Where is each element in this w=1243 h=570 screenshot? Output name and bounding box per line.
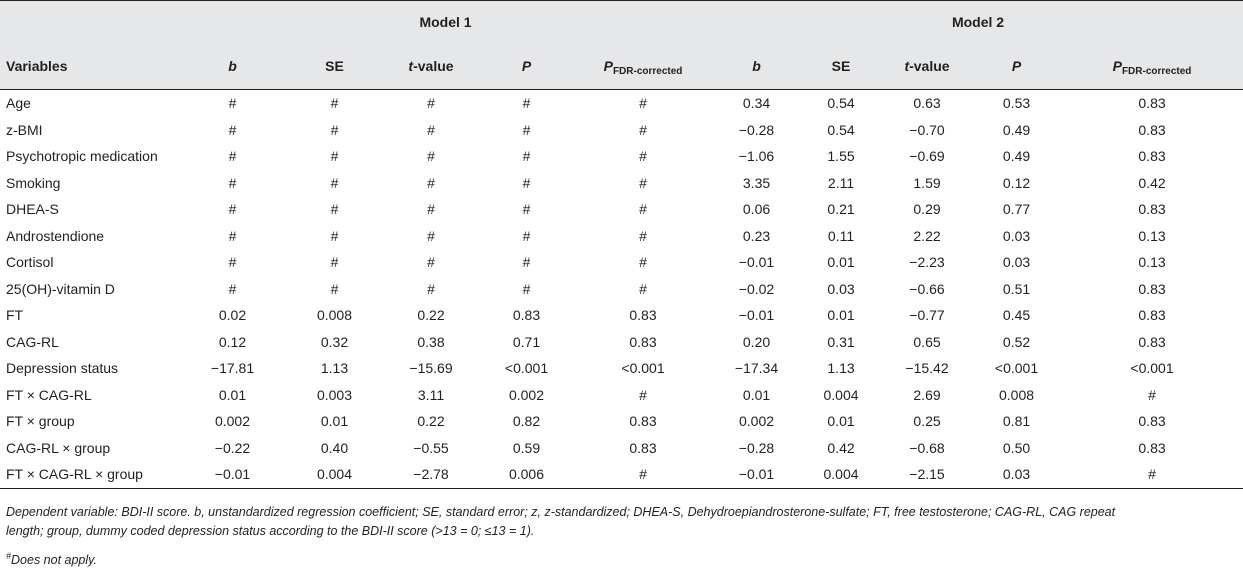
cell-m1-p: <0.001 — [504, 360, 549, 377]
cell-m1-pfdr: # — [639, 254, 647, 271]
row-variable-name: Psychotropic medication — [6, 148, 158, 165]
footnote-does-not-apply-text: Does not apply. — [11, 553, 97, 568]
cell-m1-se: # — [330, 280, 339, 297]
cell-m2-t: 1.59 — [913, 174, 941, 191]
cell-m1-p: # — [522, 227, 531, 244]
cell-m2-se: 0.03 — [827, 280, 855, 297]
cell-m2-pfdr: <0.001 — [1130, 360, 1174, 377]
cell-m2-t: −0.70 — [909, 121, 945, 138]
cell-m1-pfdr: 0.83 — [629, 439, 657, 456]
table-row — [0, 382, 1243, 409]
t-italic: t — [408, 58, 414, 74]
cell-m1-b: −0.22 — [214, 439, 251, 456]
table-row — [0, 90, 1243, 117]
cell-m1-se: 0.40 — [320, 439, 349, 456]
cell-m2-b: −17.34 — [734, 360, 779, 377]
cell-m1-pfdr: # — [639, 148, 647, 165]
table-row — [0, 435, 1243, 462]
row-variable-name: Androstendione — [6, 227, 105, 244]
cell-m1-p: 0.71 — [512, 333, 541, 350]
cell-m2-se: 0.004 — [800, 461, 882, 488]
col-se-m1: SE — [287, 43, 382, 90]
cell-m1-se: 0.008 — [316, 307, 353, 324]
cell-m1-b: # — [228, 254, 237, 271]
col-pfdr-m1 — [573, 43, 713, 90]
cell-m2-t: 0.65 — [913, 333, 941, 350]
cell-m2-p: 0.45 — [1002, 307, 1031, 324]
cell-m2-pfdr: 0.42 — [1138, 174, 1166, 191]
cell-m2-b: 0.06 — [742, 201, 771, 218]
cell-m2-pfdr: 0.13 — [1138, 254, 1166, 271]
cell-m2-pfdr: 0.83 — [1138, 439, 1166, 456]
cell-m1-b: −17.81 — [210, 360, 255, 377]
cell-m1-t: # — [427, 227, 435, 244]
cell-m2-p: 0.50 — [1002, 439, 1031, 456]
model-2-label: Model 2 — [951, 14, 1005, 30]
table-row — [0, 196, 1243, 223]
cell-m1-p: # — [522, 280, 531, 297]
table-row — [0, 276, 1243, 303]
cell-m1-b: # — [228, 148, 237, 165]
cell-m1-b: −0.01 — [178, 461, 287, 488]
col-variables: Variables — [0, 43, 178, 90]
cell-m1-t: 0.22 — [417, 307, 445, 324]
row-variable-name: FT × CAG-RL — [6, 386, 92, 403]
cell-m1-p: # — [522, 95, 531, 112]
cell-m1-t: # — [427, 174, 435, 191]
table-row — [0, 223, 1243, 250]
row-variable-name: CAG-RL — [6, 333, 59, 350]
cell-m1-t: 3.11 — [417, 386, 445, 403]
cell-m2-pfdr: # — [1148, 386, 1156, 403]
cell-m2-t: −0.77 — [909, 307, 945, 324]
cell-m1-t: 0.22 — [417, 413, 445, 430]
cell-m1-b: # — [228, 95, 237, 112]
cell-m2-se: 0.54 — [827, 95, 855, 112]
cell-m2-pfdr: 0.83 — [1138, 148, 1166, 165]
row-variable-name: 25(OH)-vitamin D — [6, 280, 115, 297]
table-row — [0, 408, 1243, 435]
cell-m2-b: 0.34 — [742, 95, 771, 112]
cell-m1-p: 0.006 — [480, 461, 573, 488]
cell-m1-t: # — [427, 280, 435, 297]
cell-m1-p: 0.83 — [512, 307, 541, 324]
cell-m1-p: 0.59 — [512, 439, 541, 456]
cell-m2-se: 2.11 — [827, 174, 855, 191]
cell-m2-t: −0.69 — [909, 148, 945, 165]
cell-m2-b: 0.002 — [738, 413, 775, 430]
cell-m2-pfdr: 0.83 — [1138, 333, 1166, 350]
cell-m1-b: # — [228, 227, 237, 244]
cell-m2-t: −0.68 — [909, 439, 945, 456]
cell-m2-t: 2.22 — [913, 227, 941, 244]
cell-m1-t: −0.55 — [413, 439, 449, 456]
cell-m2-p: 0.77 — [1002, 201, 1031, 218]
cell-m2-b: −1.06 — [738, 148, 775, 165]
cell-m2-pfdr: 0.83 — [1138, 307, 1166, 324]
cell-m1-t: # — [427, 254, 435, 271]
col-b-m2: b — [713, 43, 800, 90]
cell-m2-b: −0.28 — [738, 439, 775, 456]
cell-m1-se: 0.01 — [320, 413, 349, 430]
cell-m2-pfdr: # — [1061, 461, 1243, 488]
cell-m1-se: 1.13 — [320, 360, 349, 377]
cell-m1-se: 0.004 — [287, 461, 382, 488]
cell-m1-pfdr: 0.83 — [629, 333, 657, 350]
row-variable-name: DHEA-S — [6, 201, 59, 218]
cell-m1-se: 0.003 — [316, 386, 353, 403]
row-variable-name: FT — [6, 307, 24, 324]
cell-m1-pfdr: # — [573, 461, 713, 488]
cell-m1-b: # — [228, 280, 237, 297]
cell-m2-t: −15.42 — [905, 360, 949, 377]
cell-m1-p: # — [522, 254, 531, 271]
cell-m1-se: # — [330, 95, 339, 112]
cell-m1-pfdr: # — [639, 201, 647, 218]
cell-m2-b: 0.23 — [742, 227, 771, 244]
cell-m1-pfdr: # — [639, 174, 647, 191]
cell-m1-b: # — [228, 174, 237, 191]
t-rest: -value — [909, 58, 950, 74]
cell-m1-p: # — [522, 121, 531, 138]
cell-m2-p: 0.49 — [1002, 148, 1031, 165]
footnote-does-not-apply — [6, 547, 1136, 570]
row-variable-name: Depression status — [6, 360, 119, 377]
model-header-blank — [0, 1, 178, 44]
cell-m2-p: <0.001 — [994, 360, 1039, 377]
pfdr-main: P — [1112, 58, 1122, 74]
table-row — [0, 302, 1243, 329]
table-row — [0, 117, 1243, 144]
cell-m1-pfdr: # — [639, 121, 647, 138]
table-row — [0, 461, 1243, 488]
cell-m2-p: 0.81 — [1002, 413, 1031, 430]
row-variable-name: FT × CAG-RL × group — [0, 461, 178, 488]
row-variable-name: FT × group — [6, 413, 75, 430]
cell-m2-pfdr: 0.83 — [1138, 95, 1166, 112]
cell-m1-t: 0.38 — [417, 333, 445, 350]
t-italic: t — [904, 58, 910, 74]
table-row — [0, 143, 1243, 170]
cell-m1-pfdr: # — [639, 95, 647, 112]
cell-m2-t: −0.66 — [909, 280, 945, 297]
cell-m2-p: 0.008 — [998, 386, 1035, 403]
cell-m2-pfdr: 0.83 — [1138, 280, 1166, 297]
cell-m2-b: −0.01 — [738, 307, 775, 324]
cell-m1-b: 0.12 — [218, 333, 247, 350]
cell-m1-b: 0.01 — [218, 386, 247, 403]
cell-m1-se: 0.32 — [320, 333, 349, 350]
cell-m2-pfdr: 0.83 — [1138, 413, 1166, 430]
cell-m2-b: −0.01 — [713, 461, 800, 488]
row-variable-name: Age — [6, 95, 31, 112]
cell-m2-se: 0.42 — [827, 439, 855, 456]
cell-m2-p: 0.49 — [1002, 121, 1031, 138]
col-t-m1 — [382, 43, 480, 90]
cell-m1-t: −2.78 — [382, 461, 480, 488]
cell-m1-se: # — [330, 201, 339, 218]
row-variable-name: Smoking — [6, 174, 61, 191]
cell-m1-pfdr: # — [639, 280, 647, 297]
cell-m2-se: 0.31 — [827, 333, 855, 350]
table-row — [0, 355, 1243, 382]
cell-m1-b: 0.02 — [218, 307, 247, 324]
cell-m2-b: 0.01 — [742, 386, 771, 403]
cell-m2-p: 0.53 — [1002, 95, 1031, 112]
column-header-row — [0, 43, 1243, 90]
cell-m1-t: # — [427, 95, 435, 112]
col-p-m1: P — [480, 43, 573, 90]
col-t-m2 — [882, 43, 972, 90]
cell-m1-p: # — [522, 174, 531, 191]
cell-m1-p: 0.002 — [508, 386, 545, 403]
cell-m2-pfdr: 0.13 — [1138, 227, 1166, 244]
cell-m2-se: 0.21 — [827, 201, 855, 218]
table-row — [0, 249, 1243, 276]
cell-m1-pfdr: 0.83 — [629, 307, 657, 324]
row-variable-name: CAG-RL × group — [6, 439, 111, 456]
cell-m1-p: # — [522, 148, 531, 165]
table-row — [0, 329, 1243, 356]
cell-m2-se: 0.01 — [827, 254, 855, 271]
cell-m2-p: 0.03 — [1002, 227, 1031, 244]
cell-m1-pfdr: <0.001 — [621, 360, 665, 377]
row-variable-name: Cortisol — [6, 254, 54, 271]
cell-m1-b: # — [228, 121, 237, 138]
footnote-mark: # — [6, 551, 12, 561]
cell-m1-t: # — [427, 148, 435, 165]
cell-m2-se: 0.004 — [823, 386, 859, 403]
col-p-m2: P — [972, 43, 1061, 90]
cell-m1-pfdr: # — [639, 227, 647, 244]
cell-m1-p: # — [522, 201, 531, 218]
cell-m1-se: # — [330, 227, 339, 244]
cell-m2-se: 1.13 — [827, 360, 855, 377]
cell-m1-pfdr: # — [639, 386, 647, 403]
cell-m2-b: −0.28 — [738, 121, 775, 138]
cell-m2-se: 0.11 — [827, 227, 855, 244]
col-b-m1: b — [178, 43, 287, 90]
footnote-text: Dependent variable: BDI-II score. b, unstandardized regression coefficient; SE, standard error; z, z-standardized; DHEA-S, Dehydroepiandrosterone-sulfate; FT, free testosterone; CAG-RL, CAG repeat length; group, dummy coded depression status according to the BDI-II score (>13 = 0; ≤13 = 1). — [6, 505, 1116, 538]
pfdr-sub: FDR-corrected — [1121, 66, 1192, 77]
cell-m2-p: 0.03 — [972, 461, 1061, 488]
cell-m2-t: 0.25 — [913, 413, 941, 430]
cell-m1-pfdr: 0.83 — [629, 413, 657, 430]
cell-m2-b: 3.35 — [742, 174, 771, 191]
cell-m2-t: 2.69 — [913, 386, 941, 403]
table-row — [0, 170, 1243, 197]
cell-m1-se: # — [330, 174, 339, 191]
cell-m2-t: 0.29 — [913, 201, 941, 218]
cell-m1-b: 0.002 — [214, 413, 251, 430]
cell-m2-p: 0.51 — [1002, 280, 1031, 297]
model-header-row — [0, 1, 1243, 44]
col-pfdr-m2 — [1061, 43, 1243, 90]
cell-m2-pfdr: 0.83 — [1138, 121, 1166, 138]
cell-m2-p: 0.03 — [1002, 254, 1031, 271]
cell-m2-t: 0.63 — [913, 95, 941, 112]
row-variable-name: z-BMI — [6, 121, 43, 138]
cell-m2-t: −2.15 — [882, 461, 972, 488]
cell-m1-t: # — [427, 121, 435, 138]
cell-m2-b: −0.02 — [738, 280, 775, 297]
pfdr-main: P — [603, 58, 613, 74]
cell-m2-b: −0.01 — [738, 254, 775, 271]
cell-m2-b: 0.20 — [742, 333, 771, 350]
pfdr-sub: FDR-corrected — [612, 66, 683, 77]
cell-m1-se: # — [330, 148, 339, 165]
cell-m1-b: # — [228, 201, 237, 218]
col-se-m2: SE — [800, 43, 882, 90]
cell-m1-p: 0.82 — [512, 413, 541, 430]
cell-m2-se: 0.01 — [827, 413, 855, 430]
cell-m1-t: −15.69 — [409, 360, 453, 377]
cell-m1-t: # — [427, 201, 435, 218]
cell-m2-pfdr: 0.83 — [1138, 201, 1166, 218]
t-rest: -value — [413, 58, 454, 74]
cell-m2-se: 0.01 — [827, 307, 855, 324]
table-body — [0, 90, 1243, 489]
cell-m1-se: # — [330, 121, 339, 138]
cell-m2-p: 0.52 — [1002, 333, 1031, 350]
cell-m2-se: 1.55 — [827, 148, 855, 165]
cell-m2-t: −2.23 — [909, 254, 945, 271]
cell-m1-se: # — [330, 254, 339, 271]
cell-m2-p: 0.12 — [1002, 174, 1031, 191]
cell-m2-se: 0.54 — [827, 121, 855, 138]
model-1-label: Model 1 — [419, 14, 472, 30]
